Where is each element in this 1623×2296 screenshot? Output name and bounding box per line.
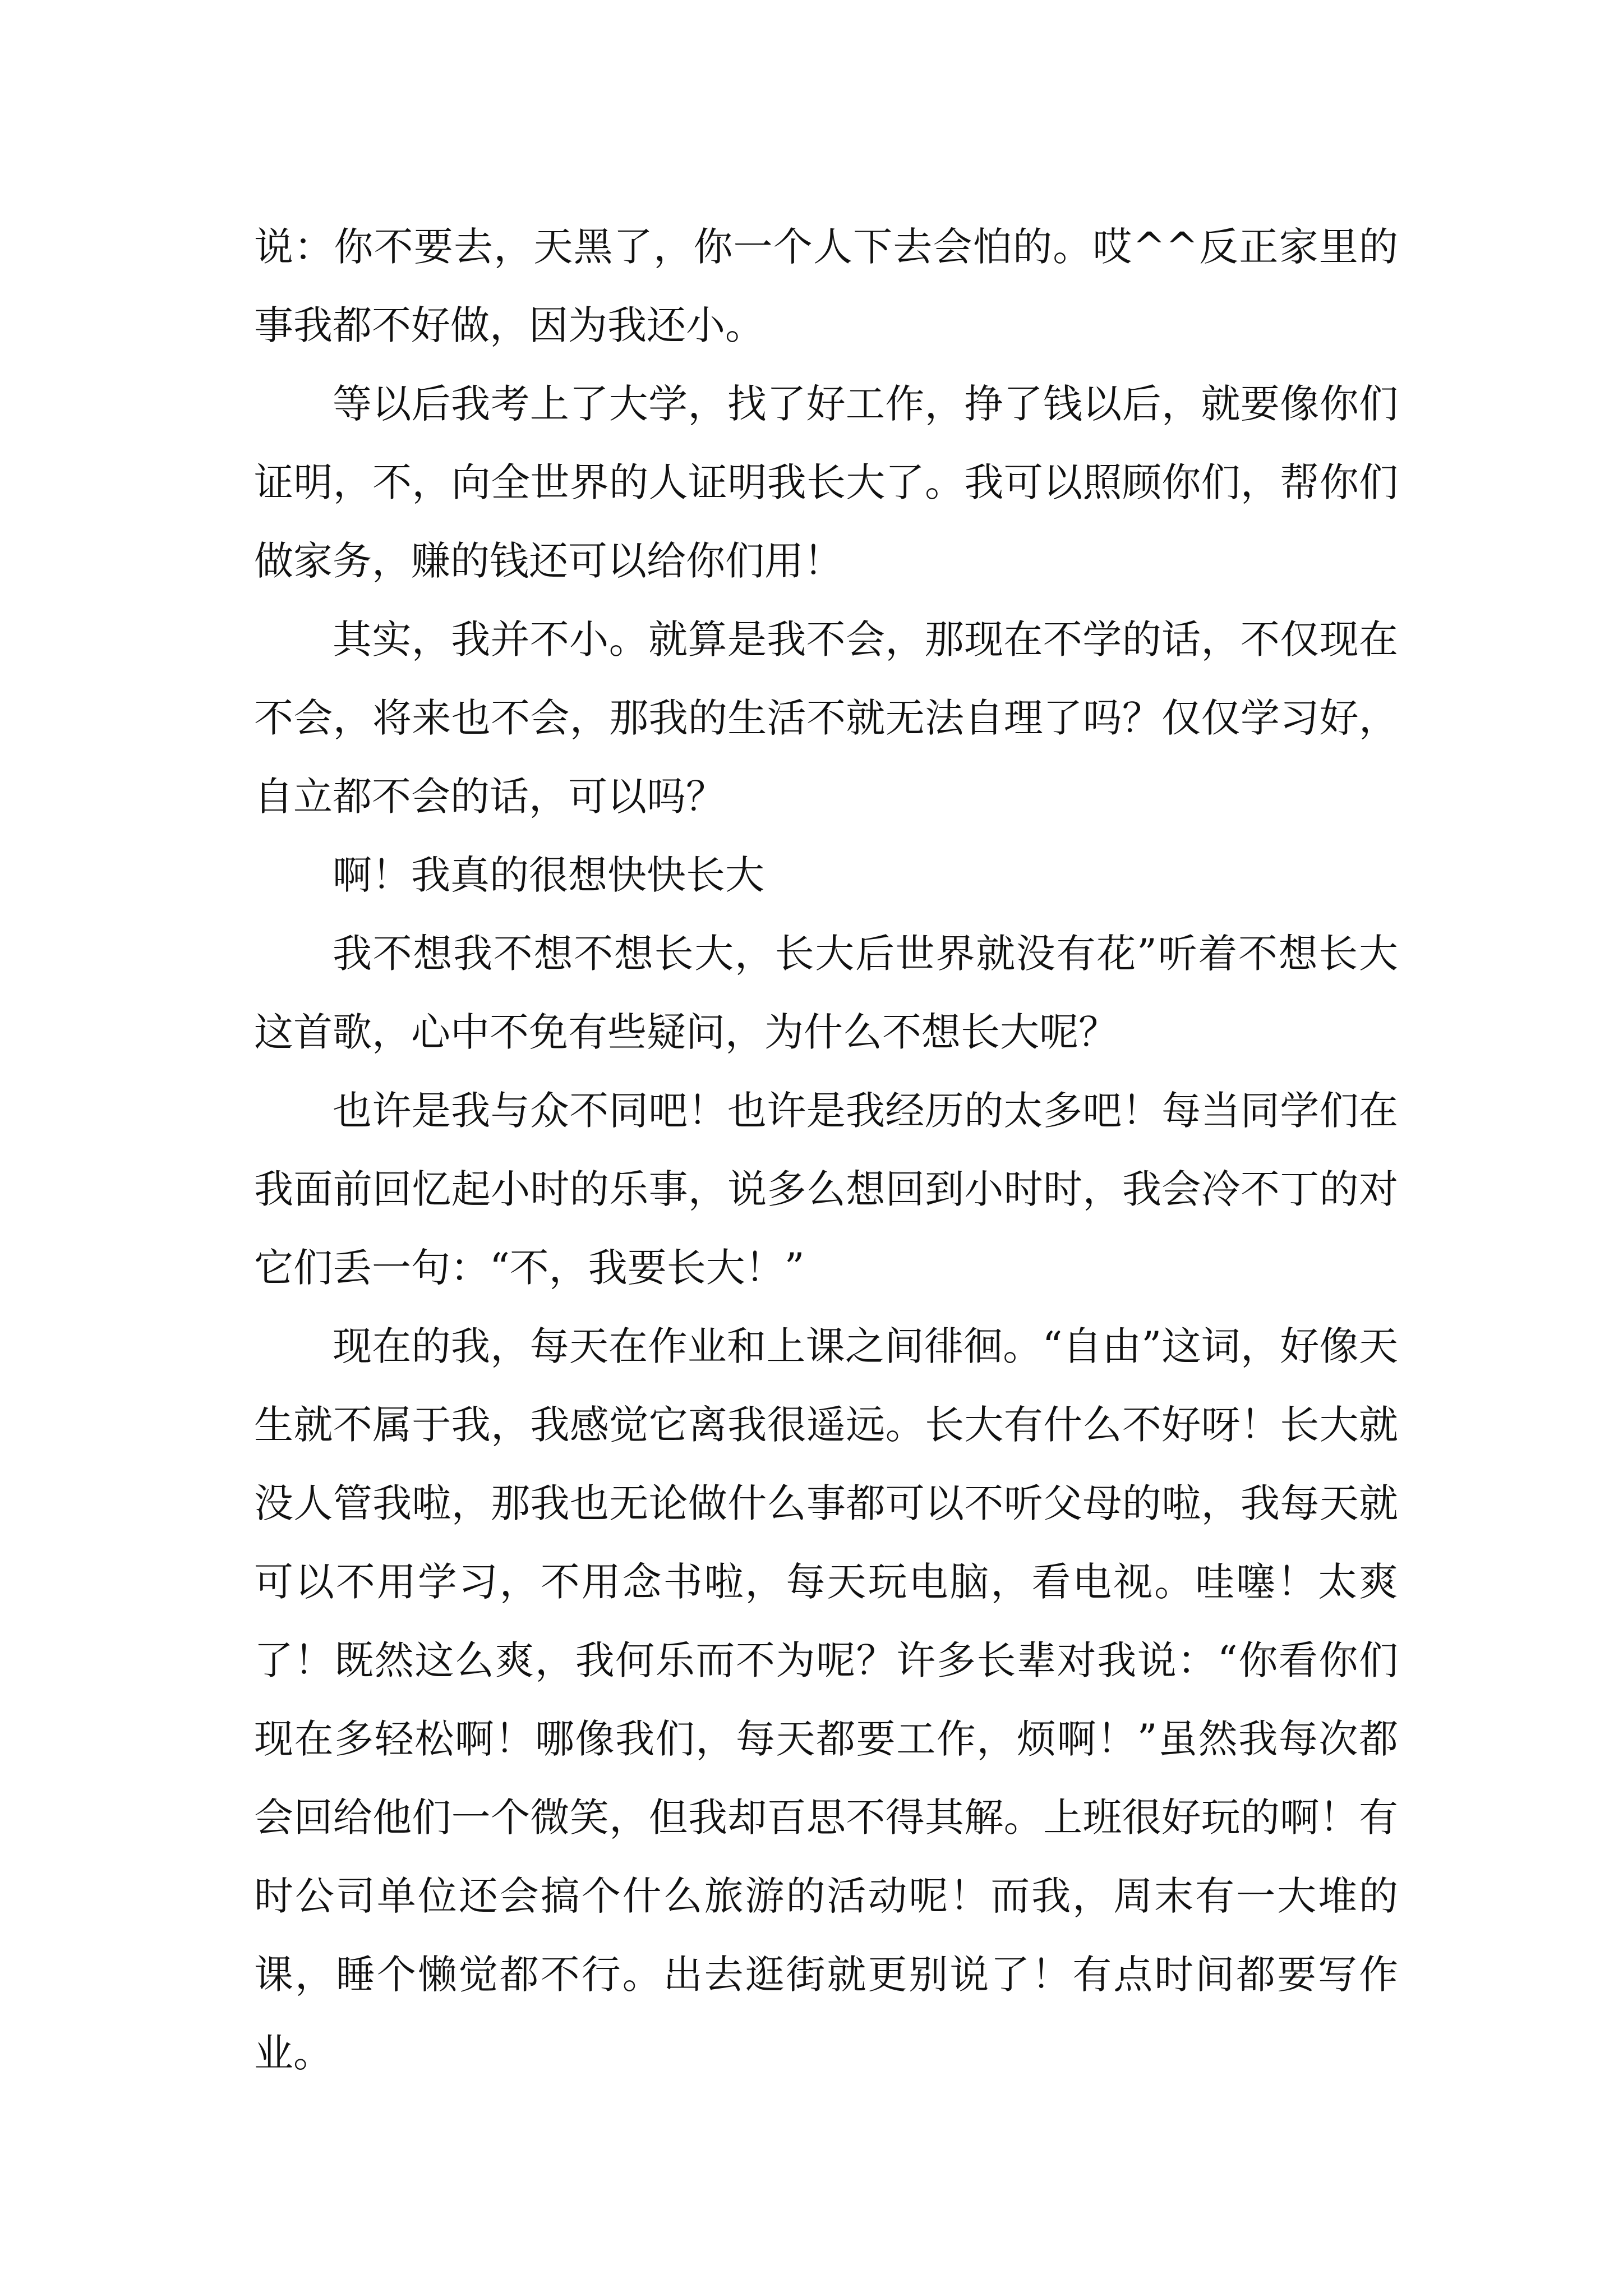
paragraph-1: 说：你不要去，天黑了，你一个人下去会怕的。哎^^反正家里的事我都不好做，因为我还小。 bbox=[254, 224, 1398, 348]
paragraph-5: 我不想我不想不想长大，长大后世界就没有花”听着不想长大这首歌，心中不免有些疑问，为什么不想长大呢？ bbox=[254, 931, 1398, 1055]
paragraph-2: 等以后我考上了大学，找了好工作，挣了钱以后，就要像你们证明，不，向全世界的人证明我长大了。我可以照顾你们，帮你们做家务，赚的钱还可以给你们用！ bbox=[254, 381, 1398, 584]
paragraph-3: 其实，我并不小。就算是我不会，那现在不学的话，不仅现在不会，将来也不会，那我的生活不就无法自理了吗？仅仅学习好，自立都不会的话，可以吗？ bbox=[254, 616, 1398, 820]
paragraph-7: 现在的我，每天在作业和上课之间徘徊。“自由”这词，好像天生就不属于我，我感觉它离我很遥远。长大有什么不好呀！长大就没人管我啦，那我也无论做什么事都可以不听父母的啦，我每天就可以不用学习，不用念书啦，每天玩电脑，看电视。哇噻！太爽了！既然这么爽，我何乐而不为呢？许多长辈对我说：“你看你们现在多轻松啊！哪像我们，每天都要工作，烦啊！”虽然我每次都会回给他们一个微笑，但我却百思不得其解。上班很好玩的啊！有时公司单位还会搞个什么旅游的活动呢！而我，周末有一大堆的课，睡个懒觉都不行。出去逛街就更别说了！有点时间都要写作业。 bbox=[254, 1323, 1398, 2076]
paragraph-6: 也许是我与众不同吧！也许是我经历的太多吧！每当同学们在我面前回忆起小时的乐事，说多么想回到小时时，我会冷不丁的对它们丢一句：“不，我要长大！” bbox=[254, 1088, 1398, 1291]
paragraph-4: 啊！我真的很想快快长大 bbox=[333, 852, 764, 898]
essay-body bbox=[254, 208, 1398, 2092]
